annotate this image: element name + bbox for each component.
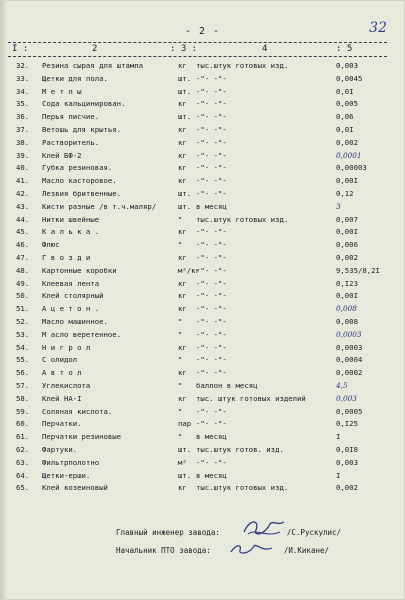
norm-basis: -"- -"- [196, 176, 227, 186]
norm-basis: -"- -"- [196, 137, 227, 147]
row-number: 48. [16, 265, 30, 275]
column-header-5: : 5 [336, 44, 353, 54]
norm-value: 0,0004 [336, 355, 363, 365]
norm-basis: -"- -"- [196, 252, 227, 262]
materials-table [0, 60, 405, 495]
unit-of-measure: кг [178, 278, 187, 288]
column-header-3: : 3 : [170, 44, 198, 54]
norm-basis: -"- -"- [196, 355, 227, 365]
unit-of-measure: м² [178, 457, 187, 467]
norm-basis: -"- -"- [196, 240, 227, 250]
norm-basis: -"- -"- [196, 99, 227, 109]
norm-basis: тыс.штук готов. изд. [196, 444, 284, 454]
table-row [0, 214, 405, 227]
norm-value: 9,535/8,2I [336, 265, 380, 275]
table-row [0, 406, 405, 419]
material-name: А ц е т о н . [42, 304, 100, 314]
table-row [0, 354, 405, 367]
row-number: 60. [16, 419, 30, 429]
table-row [0, 367, 405, 380]
table-row [0, 73, 405, 86]
table-row [0, 162, 405, 175]
material-name: Щетки-ерши. [42, 470, 91, 480]
unit-of-measure: " [178, 432, 183, 442]
norm-value: 0,002 [336, 483, 358, 493]
norm-value: 0,00I [336, 227, 358, 237]
table-row [0, 482, 405, 495]
material-name: Флюс [42, 240, 60, 250]
column-header-1: I : [12, 44, 29, 54]
norm-value: 0,0002 [336, 368, 363, 378]
unit-of-measure: кг [178, 304, 187, 314]
material-name: К а л ь к а . [42, 227, 100, 237]
unit-of-measure: " [178, 240, 183, 250]
norm-basis: в месяц [196, 201, 227, 211]
row-number: 52. [16, 316, 30, 326]
norm-basis: -"- -"- [196, 163, 227, 173]
table-row [0, 444, 405, 457]
row-number: 42. [16, 188, 30, 198]
chief-engineer-name: /С.Рускулис/ [286, 528, 342, 537]
unit-of-measure: шт. [178, 188, 192, 198]
table-row [0, 252, 405, 265]
norm-value: 0,12 [336, 188, 354, 198]
unit-of-measure: кг [178, 393, 187, 403]
norm-basis: -"- -"- [196, 112, 227, 122]
norm-value: 0,008 [336, 316, 358, 326]
table-row [0, 393, 405, 406]
material-name: Углекислота [42, 380, 91, 390]
chief-engineer-signature [240, 516, 288, 540]
table-row [0, 265, 405, 278]
norm-basis: -"- -"- [196, 304, 227, 314]
row-number: 44. [16, 214, 30, 224]
norm-basis: баллон в месяц [196, 380, 258, 390]
row-number: 65. [16, 483, 30, 493]
row-number: 39. [16, 150, 30, 160]
unit-of-measure: " [178, 380, 183, 390]
table-row [0, 290, 405, 303]
row-number: 47. [16, 252, 30, 262]
norm-value: 0,003 [336, 393, 357, 403]
row-number: 51. [16, 304, 30, 314]
material-name: Щетки для пола. [42, 73, 108, 83]
unit-of-measure: кг [178, 137, 187, 147]
norm-value: 0,00I [336, 291, 358, 301]
material-name: Соляная кислота. [42, 406, 113, 416]
row-number: 38. [16, 137, 30, 147]
norm-basis: тыс. штук готовых изделий [196, 393, 306, 403]
pto-head-name: /И.Кикане/ [283, 546, 330, 555]
norm-value: 0,06 [336, 112, 354, 122]
unit-of-measure: шт. [178, 201, 192, 211]
norm-basis: -"- -"- [196, 265, 227, 275]
unit-of-measure: " [178, 406, 183, 416]
unit-of-measure: шт. [178, 444, 192, 454]
table-row [0, 86, 405, 99]
table-row [0, 278, 405, 291]
norm-value: 0,0003 [336, 329, 362, 339]
material-name: Перчатки резиновые [42, 432, 122, 442]
material-name: Фартуки. [42, 444, 78, 454]
norm-basis: -"- -"- [196, 227, 227, 237]
unit-of-measure: кг [178, 61, 187, 70]
material-name: М асло веретенное. [42, 329, 122, 339]
unit-of-measure: кг [178, 99, 187, 109]
material-name: Г в о з д и [42, 252, 91, 262]
row-number: 57. [16, 380, 30, 390]
material-name: Фильтрполотно [42, 457, 100, 467]
chief-engineer-line [116, 528, 341, 537]
material-name: Перчатки. [42, 419, 82, 429]
unit-of-measure: шт. [178, 470, 192, 480]
table-row [0, 418, 405, 431]
norm-value: 0,00003 [336, 163, 367, 173]
row-number: 36. [16, 112, 30, 122]
row-number: 32. [16, 61, 30, 70]
table-row [0, 175, 405, 188]
pto-head-signature [228, 540, 276, 558]
column-header-2: 2 [92, 44, 98, 54]
material-name: Клей козеиновый [42, 483, 108, 493]
unit-of-measure: шт. [178, 73, 192, 83]
table-row [0, 111, 405, 124]
norm-value: 0,I23 [336, 278, 358, 288]
row-number: 40. [16, 163, 30, 173]
row-number: 53. [16, 329, 30, 339]
norm-basis: -"- -"- [196, 291, 227, 301]
row-number: 33. [16, 73, 30, 83]
norm-value: 0,00I [336, 176, 358, 186]
material-name: Резина сырая для штампа [42, 61, 144, 70]
unit-of-measure: кг [178, 227, 187, 237]
table-row [0, 188, 405, 201]
row-number: 49. [16, 278, 30, 288]
norm-value: 0,I25 [336, 419, 358, 429]
norm-value: 0,0I [336, 86, 354, 96]
norm-basis: -"- -"- [196, 73, 227, 83]
row-number: 41. [16, 176, 30, 186]
norm-basis: тыс.штук готовых изд. [196, 214, 289, 224]
table-row [0, 201, 405, 214]
table-row [0, 60, 405, 73]
norm-value: 0,003 [336, 457, 358, 467]
table-row [0, 239, 405, 252]
norm-basis: -"- -"- [196, 457, 227, 467]
norm-basis: в месяц [196, 470, 227, 480]
norm-basis: -"- -"- [196, 86, 227, 96]
norm-basis: -"- -"- [196, 150, 227, 160]
norm-value: 0,0I [336, 124, 354, 134]
norm-basis: -"- -"- [196, 368, 227, 378]
row-number: 59. [16, 406, 30, 416]
material-name: Сода кальцинирован. [42, 99, 126, 109]
header-rule-top [8, 42, 387, 43]
material-name: Ветошь для крытья. [42, 124, 122, 134]
table-row [0, 329, 405, 342]
unit-of-measure: кг [178, 483, 187, 493]
pto-head-label: Начальник ПТО завода: [116, 546, 211, 555]
material-name: Растворитель. [42, 137, 100, 147]
norm-value: 0,006 [336, 240, 358, 250]
material-name: Перья писчие. [42, 112, 100, 122]
norm-basis: тыс.штук готовых изд. [196, 483, 289, 493]
norm-basis: -"- -"- [196, 329, 227, 339]
unit-of-measure: кг [178, 124, 187, 134]
handwritten-page-number: 32 [369, 20, 387, 36]
norm-value: 3 [336, 201, 341, 211]
unit-of-measure: кг [178, 252, 187, 262]
norm-value: 0,0005 [336, 406, 363, 416]
material-name: Масло машинное. [42, 316, 108, 326]
unit-of-measure: " [178, 214, 183, 224]
material-name: М е т л ы [42, 86, 82, 96]
table-row [0, 303, 405, 316]
norm-value: 0,007 [336, 214, 358, 224]
norm-value: 0,003 [336, 61, 358, 70]
norm-value: 0,008 [336, 304, 357, 314]
row-number: 62. [16, 444, 30, 454]
table-row [0, 137, 405, 150]
norm-value: 0,002 [336, 252, 358, 262]
row-number: 50. [16, 291, 30, 301]
norm-basis: тыс.штук готовых изд. [196, 61, 289, 70]
material-name: Лезвия бритвенные. [42, 188, 122, 198]
table-row [0, 470, 405, 483]
unit-of-measure: кг [178, 342, 187, 352]
material-name: Клей столярный [42, 291, 104, 301]
unit-of-measure: кг [178, 291, 187, 301]
norm-basis: -"- -"- [196, 406, 227, 416]
norm-basis: -"- -"- [196, 278, 227, 288]
norm-basis: -"- -"- [196, 188, 227, 198]
table-row [0, 342, 405, 355]
unit-of-measure: шт. [178, 86, 192, 96]
row-number: 46. [16, 240, 30, 250]
row-number: 45. [16, 227, 30, 237]
norm-basis: в месяц [196, 432, 227, 442]
norm-value: 0,0045 [336, 73, 363, 83]
chief-engineer-label: Главный инженер завода: [116, 528, 220, 537]
table-row [0, 380, 405, 393]
norm-basis: -"- -"- [196, 342, 227, 352]
unit-of-measure: м²/кг [178, 265, 200, 275]
norm-value: 0,002 [336, 137, 358, 147]
norm-value: 0,005 [336, 99, 358, 109]
table-row [0, 431, 405, 444]
row-number: 37. [16, 124, 30, 134]
table-row [0, 457, 405, 470]
material-name: Картонные коробки [42, 265, 117, 275]
table-row [0, 316, 405, 329]
header-rule-bottom [8, 56, 387, 57]
unit-of-measure: " [178, 316, 183, 326]
unit-of-measure: пар [178, 419, 192, 429]
page-number: - 2 - [184, 26, 221, 37]
pto-head-line [116, 546, 329, 555]
unit-of-measure: кг [178, 176, 187, 186]
norm-value: 0,0001 [336, 150, 362, 160]
material-name: Клей БФ-2 [42, 150, 82, 160]
unit-of-measure: " [178, 329, 183, 339]
material-name: Нитки швейные [42, 214, 100, 224]
norm-value: 0,0I8 [336, 444, 358, 454]
row-number: 58. [16, 393, 30, 403]
unit-of-measure: кг [178, 368, 187, 378]
material-name: Клей НА-I [42, 393, 82, 403]
norm-value: I [336, 470, 341, 480]
row-number: 55. [16, 355, 30, 365]
column-header-4: 4 [262, 44, 268, 54]
material-name: Кисти разные /в т.ч.маляр/ [42, 201, 157, 211]
material-name: А в т о л [42, 368, 82, 378]
row-number: 43. [16, 201, 30, 211]
material-name: Клеевая лента [42, 278, 100, 288]
unit-of-measure: кг [178, 150, 187, 160]
table-row [0, 226, 405, 239]
material-name: С олидол [42, 355, 78, 365]
unit-of-measure: кг [178, 163, 187, 173]
table-row [0, 150, 405, 163]
row-number: 64. [16, 470, 30, 480]
unit-of-measure: шт. [178, 112, 192, 122]
row-number: 61. [16, 432, 30, 442]
unit-of-measure: " [178, 355, 183, 365]
row-number: 34. [16, 86, 30, 96]
norm-value: 0,0003 [336, 342, 363, 352]
norm-value: 4,5 [336, 380, 348, 390]
material-name: Масло касторовое. [42, 176, 117, 186]
material-name: Н и г р о л [42, 342, 91, 352]
table-row [0, 124, 405, 137]
row-number: 63. [16, 457, 30, 467]
norm-value: I [336, 432, 341, 442]
material-name: Губка резиновая. [42, 163, 113, 173]
norm-basis: -"- -"- [196, 316, 227, 326]
row-number: 35. [16, 99, 30, 109]
norm-basis: -"- -"- [196, 124, 227, 134]
table-row [0, 98, 405, 111]
row-number: 56. [16, 368, 30, 378]
norm-basis: -"- -"- [196, 419, 227, 429]
row-number: 54. [16, 342, 30, 352]
